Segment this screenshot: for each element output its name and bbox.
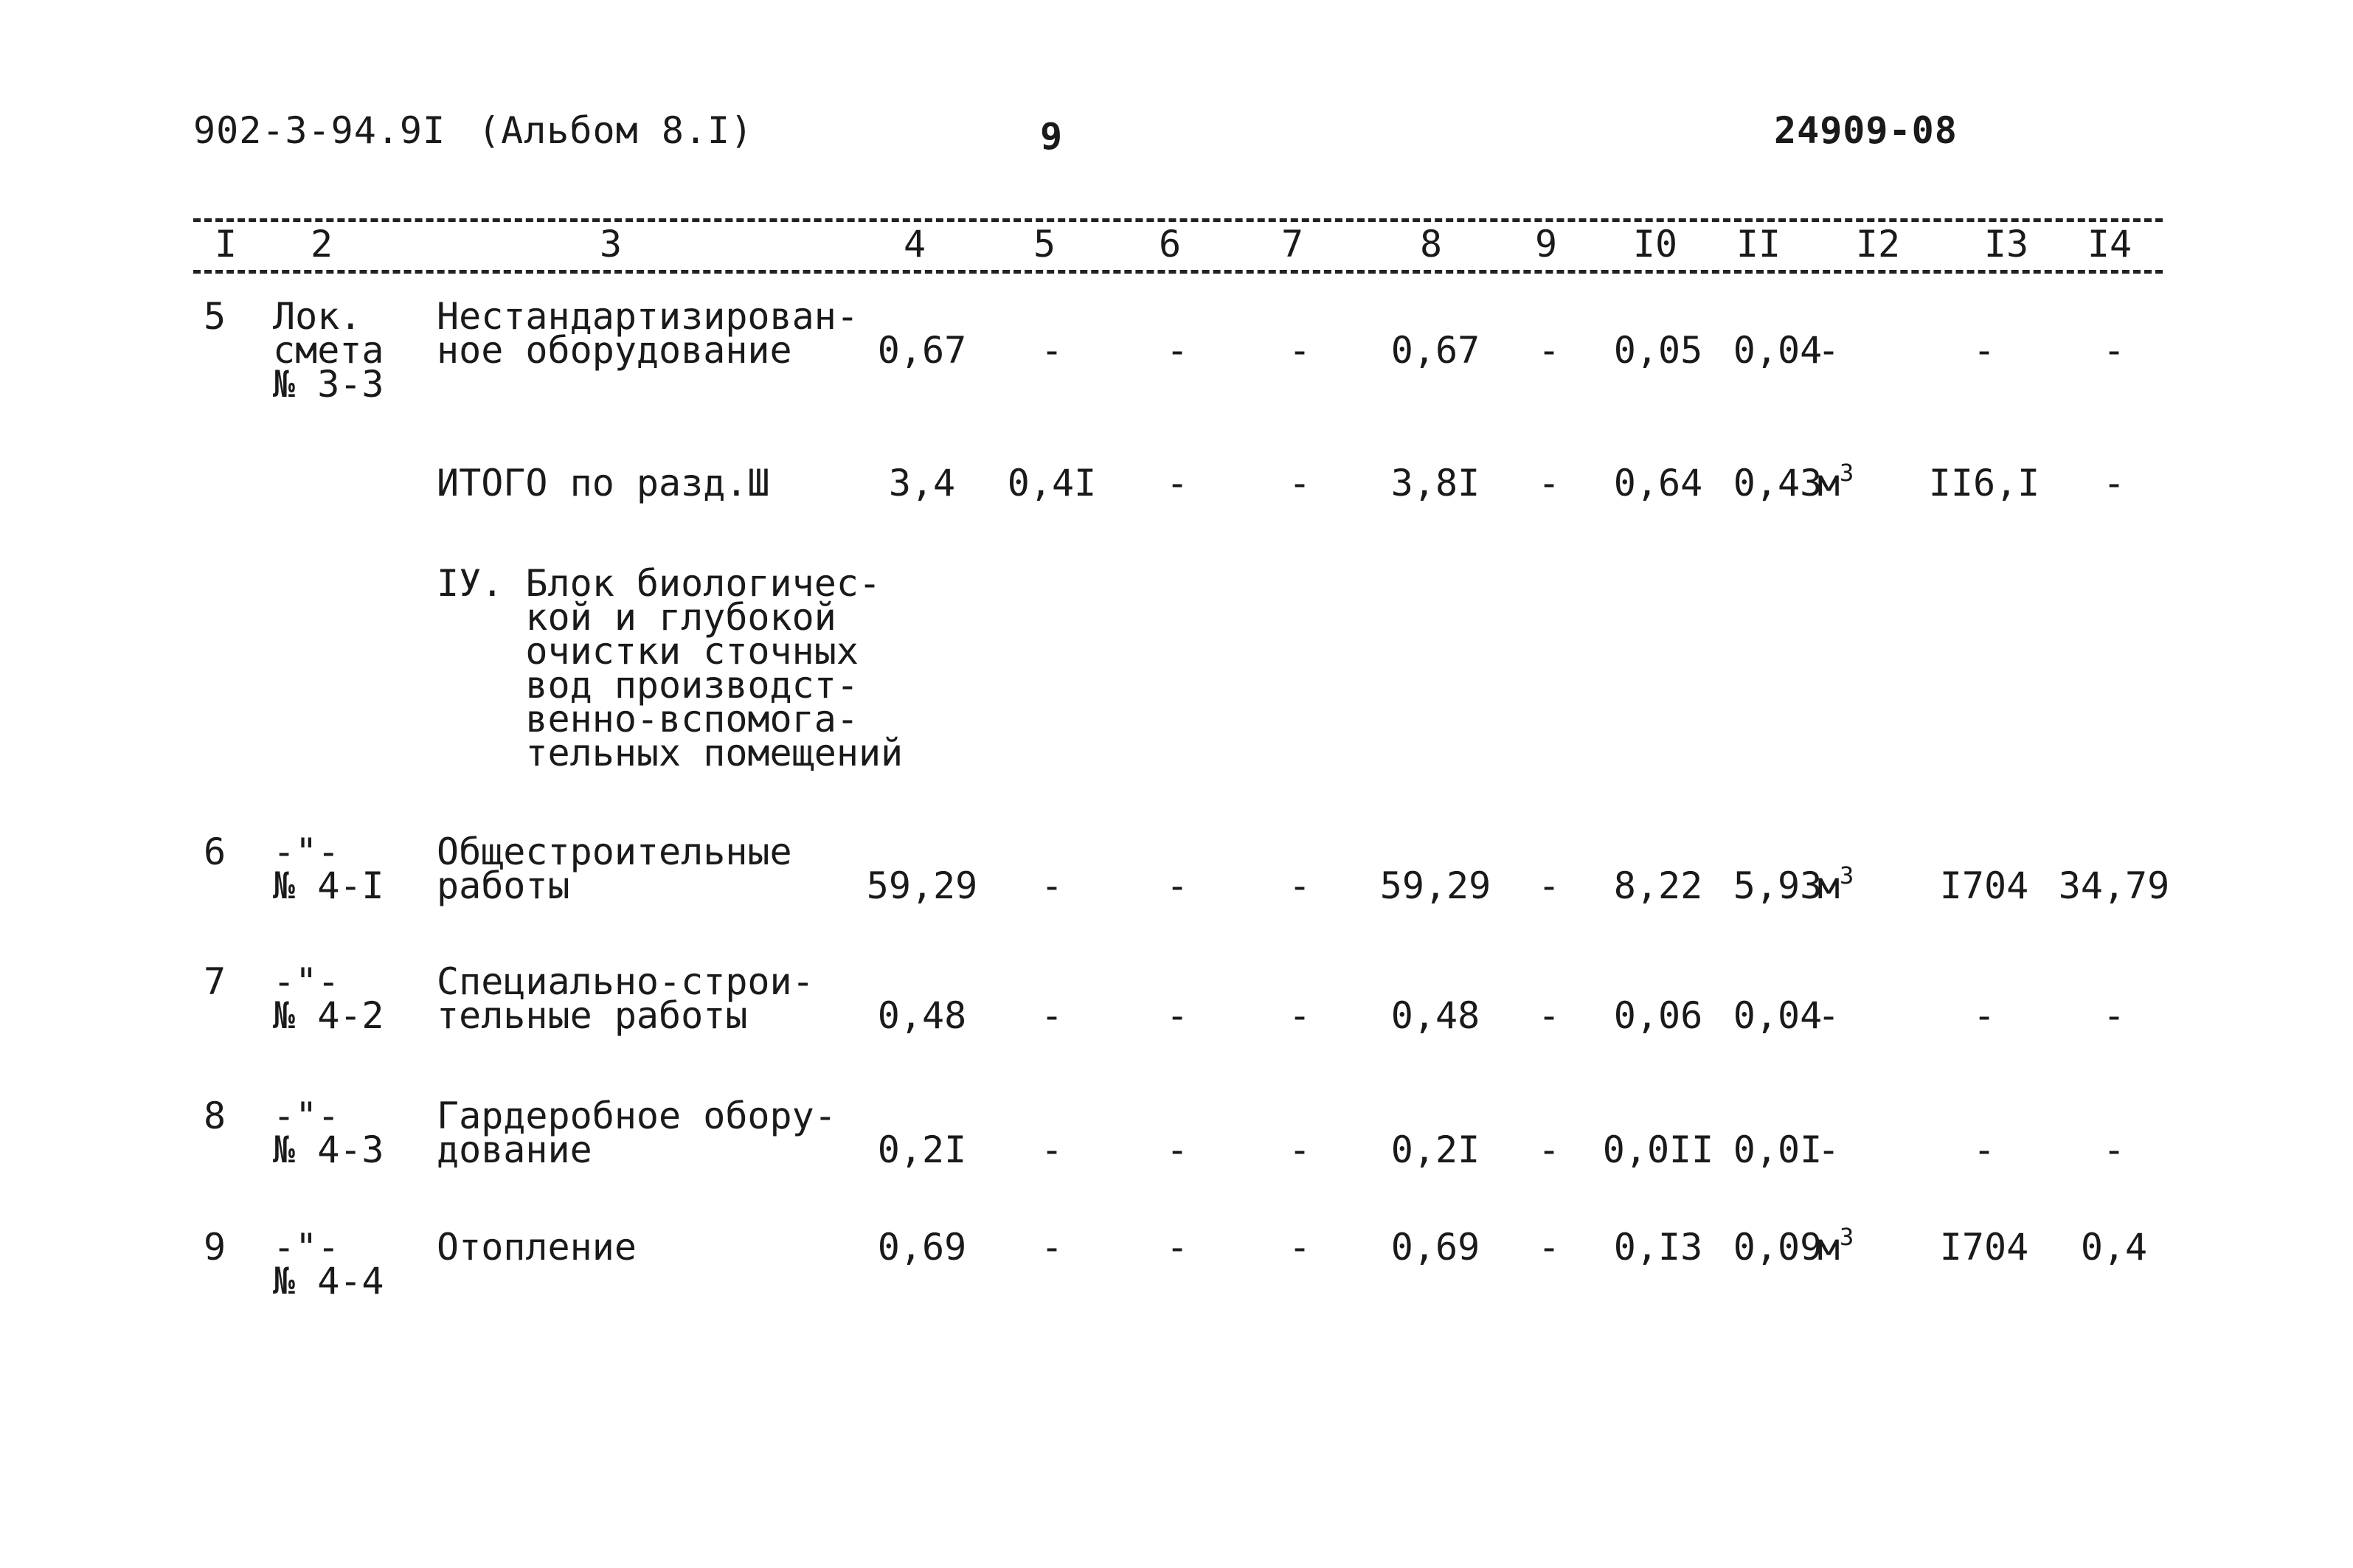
item-name: Общестроительные работы xyxy=(437,830,792,907)
column-number-5: 5 xyxy=(1033,223,1056,266)
value-c6: - xyxy=(1165,864,1189,907)
value-c11: 0,09 xyxy=(1733,1226,1823,1269)
unit-value: м xyxy=(1817,1226,1840,1269)
row-number: 8 xyxy=(204,1095,226,1137)
value-c6: - xyxy=(1165,1226,1189,1269)
value-c10: 0,06 xyxy=(1613,994,1703,1037)
column-number-10: I0 xyxy=(1632,223,1678,266)
value-c7: - xyxy=(1288,1226,1311,1269)
item-name: Нестандартизирован- ное оборудование xyxy=(437,295,859,372)
value-c11: 0,0I xyxy=(1733,1128,1823,1171)
value-c7: - xyxy=(1288,994,1311,1037)
estimate-reference: -"- № 4-2 xyxy=(273,960,384,1037)
estimate-reference: -"- № 4-3 xyxy=(273,1095,384,1171)
value-c5: - xyxy=(1040,1128,1064,1171)
value-c4: 0,67 xyxy=(877,329,967,372)
value-c9: - xyxy=(1537,1128,1561,1171)
value-c8: 0,2I xyxy=(1390,1128,1480,1171)
value-c5: - xyxy=(1040,329,1064,372)
value-c9: - xyxy=(1537,329,1561,372)
value-c13: I704 xyxy=(1939,864,2029,907)
value-c11: 0,04 xyxy=(1733,329,1823,372)
column-number-6: 6 xyxy=(1158,223,1182,266)
value-c8: 3,8I xyxy=(1390,462,1480,504)
value-c9: - xyxy=(1537,462,1561,504)
unit-value: м xyxy=(1817,462,1840,504)
column-number-9: 9 xyxy=(1534,223,1558,266)
item-name: IУ. Блок биологичес- кой и глубокой очистки сточных вод производст- венно-вспомога- тельных помещений xyxy=(437,562,904,774)
value-c10: 0,05 xyxy=(1613,329,1703,372)
value-c14: - xyxy=(2102,994,2126,1037)
value-c14: 34,79 xyxy=(2058,864,2170,907)
value-c6: - xyxy=(1165,1128,1189,1171)
value-c14: 0,4 xyxy=(2080,1226,2148,1269)
album-label: (Альбом 8.I) xyxy=(478,109,754,152)
value-c8: 59,29 xyxy=(1379,864,1491,907)
value-c9: - xyxy=(1537,1226,1561,1269)
value-c14: - xyxy=(2102,462,2126,504)
estimate-reference: Лок. смета № 3-3 xyxy=(273,295,384,406)
column-number-12: I2 xyxy=(1855,223,1901,266)
unit-exponent: 3 xyxy=(1840,861,1854,889)
value-c4: 59,29 xyxy=(866,864,978,907)
value-c8: 0,69 xyxy=(1390,1226,1480,1269)
estimate-reference: -"- № 4-I xyxy=(273,830,384,907)
value-c13: - xyxy=(1972,994,1996,1037)
value-c8: 0,67 xyxy=(1390,329,1480,372)
unit-value: м xyxy=(1817,864,1840,907)
header-bottom-rule xyxy=(193,270,2163,274)
column-number-4: 4 xyxy=(903,223,926,266)
item-name: Гардеробное обору- дование xyxy=(437,1095,836,1171)
value-c4: 0,48 xyxy=(877,994,967,1037)
value-c6: - xyxy=(1165,462,1189,504)
document-stamp-number: 24909-08 xyxy=(1774,109,1958,152)
value-c10: 0,64 xyxy=(1613,462,1703,504)
header-top-rule xyxy=(193,218,2163,222)
unit-exponent: 3 xyxy=(1840,1223,1854,1251)
value-c7: - xyxy=(1288,1128,1311,1171)
column-number-11: II xyxy=(1736,223,1781,266)
page-number: 9 xyxy=(1040,115,1064,158)
value-c6: - xyxy=(1165,994,1189,1037)
value-c9: - xyxy=(1537,864,1561,907)
value-c14: - xyxy=(2102,1128,2126,1171)
value-c10: 0,I3 xyxy=(1613,1226,1703,1269)
value-c6: - xyxy=(1165,329,1189,372)
document-code: 902-3-94.9I xyxy=(193,109,446,152)
column-number-14: I4 xyxy=(2087,223,2132,266)
value-c7: - xyxy=(1288,329,1311,372)
unit-value: - xyxy=(1817,1128,1840,1171)
value-c7: - xyxy=(1288,864,1311,907)
row-number: 6 xyxy=(204,830,226,873)
item-name: Специально-строи- тельные работы xyxy=(437,960,814,1037)
value-c4: 3,4 xyxy=(888,462,956,504)
column-number-3: 3 xyxy=(599,223,623,266)
value-c10: 0,0II xyxy=(1602,1128,1714,1171)
column-number-13: I3 xyxy=(1983,223,2029,266)
value-c11: 0,43 xyxy=(1733,462,1823,504)
value-c9: - xyxy=(1537,994,1561,1037)
column-number-8: 8 xyxy=(1419,223,1443,266)
item-name: ИТОГО по разд.Ш xyxy=(437,462,770,504)
item-name: Отопление xyxy=(437,1226,637,1269)
value-c5: - xyxy=(1040,864,1064,907)
unit-value: - xyxy=(1817,994,1840,1037)
value-c4: 0,69 xyxy=(877,1226,967,1269)
value-c7: - xyxy=(1288,462,1311,504)
value-c10: 8,22 xyxy=(1613,864,1703,907)
value-c5: 0,4I xyxy=(1007,462,1097,504)
column-number-2: 2 xyxy=(310,223,333,266)
value-c13: II6,I xyxy=(1928,462,2040,504)
value-c5: - xyxy=(1040,1226,1064,1269)
column-number-1: I xyxy=(214,223,238,266)
value-c13: - xyxy=(1972,329,1996,372)
row-number: 7 xyxy=(204,960,226,1003)
column-number-7: 7 xyxy=(1281,223,1304,266)
row-number: 9 xyxy=(204,1226,226,1269)
value-c13: I704 xyxy=(1939,1226,2029,1269)
unit-exponent: 3 xyxy=(1840,459,1854,487)
value-c5: - xyxy=(1040,994,1064,1037)
value-c11: 5,93 xyxy=(1733,864,1823,907)
row-number: 5 xyxy=(204,295,226,338)
estimate-reference: -"- № 4-4 xyxy=(273,1226,384,1302)
value-c13: - xyxy=(1972,1128,1996,1171)
value-c11: 0,04 xyxy=(1733,994,1823,1037)
value-c8: 0,48 xyxy=(1390,994,1480,1037)
value-c14: - xyxy=(2102,329,2126,372)
value-c4: 0,2I xyxy=(877,1128,967,1171)
unit-value: - xyxy=(1817,329,1840,372)
